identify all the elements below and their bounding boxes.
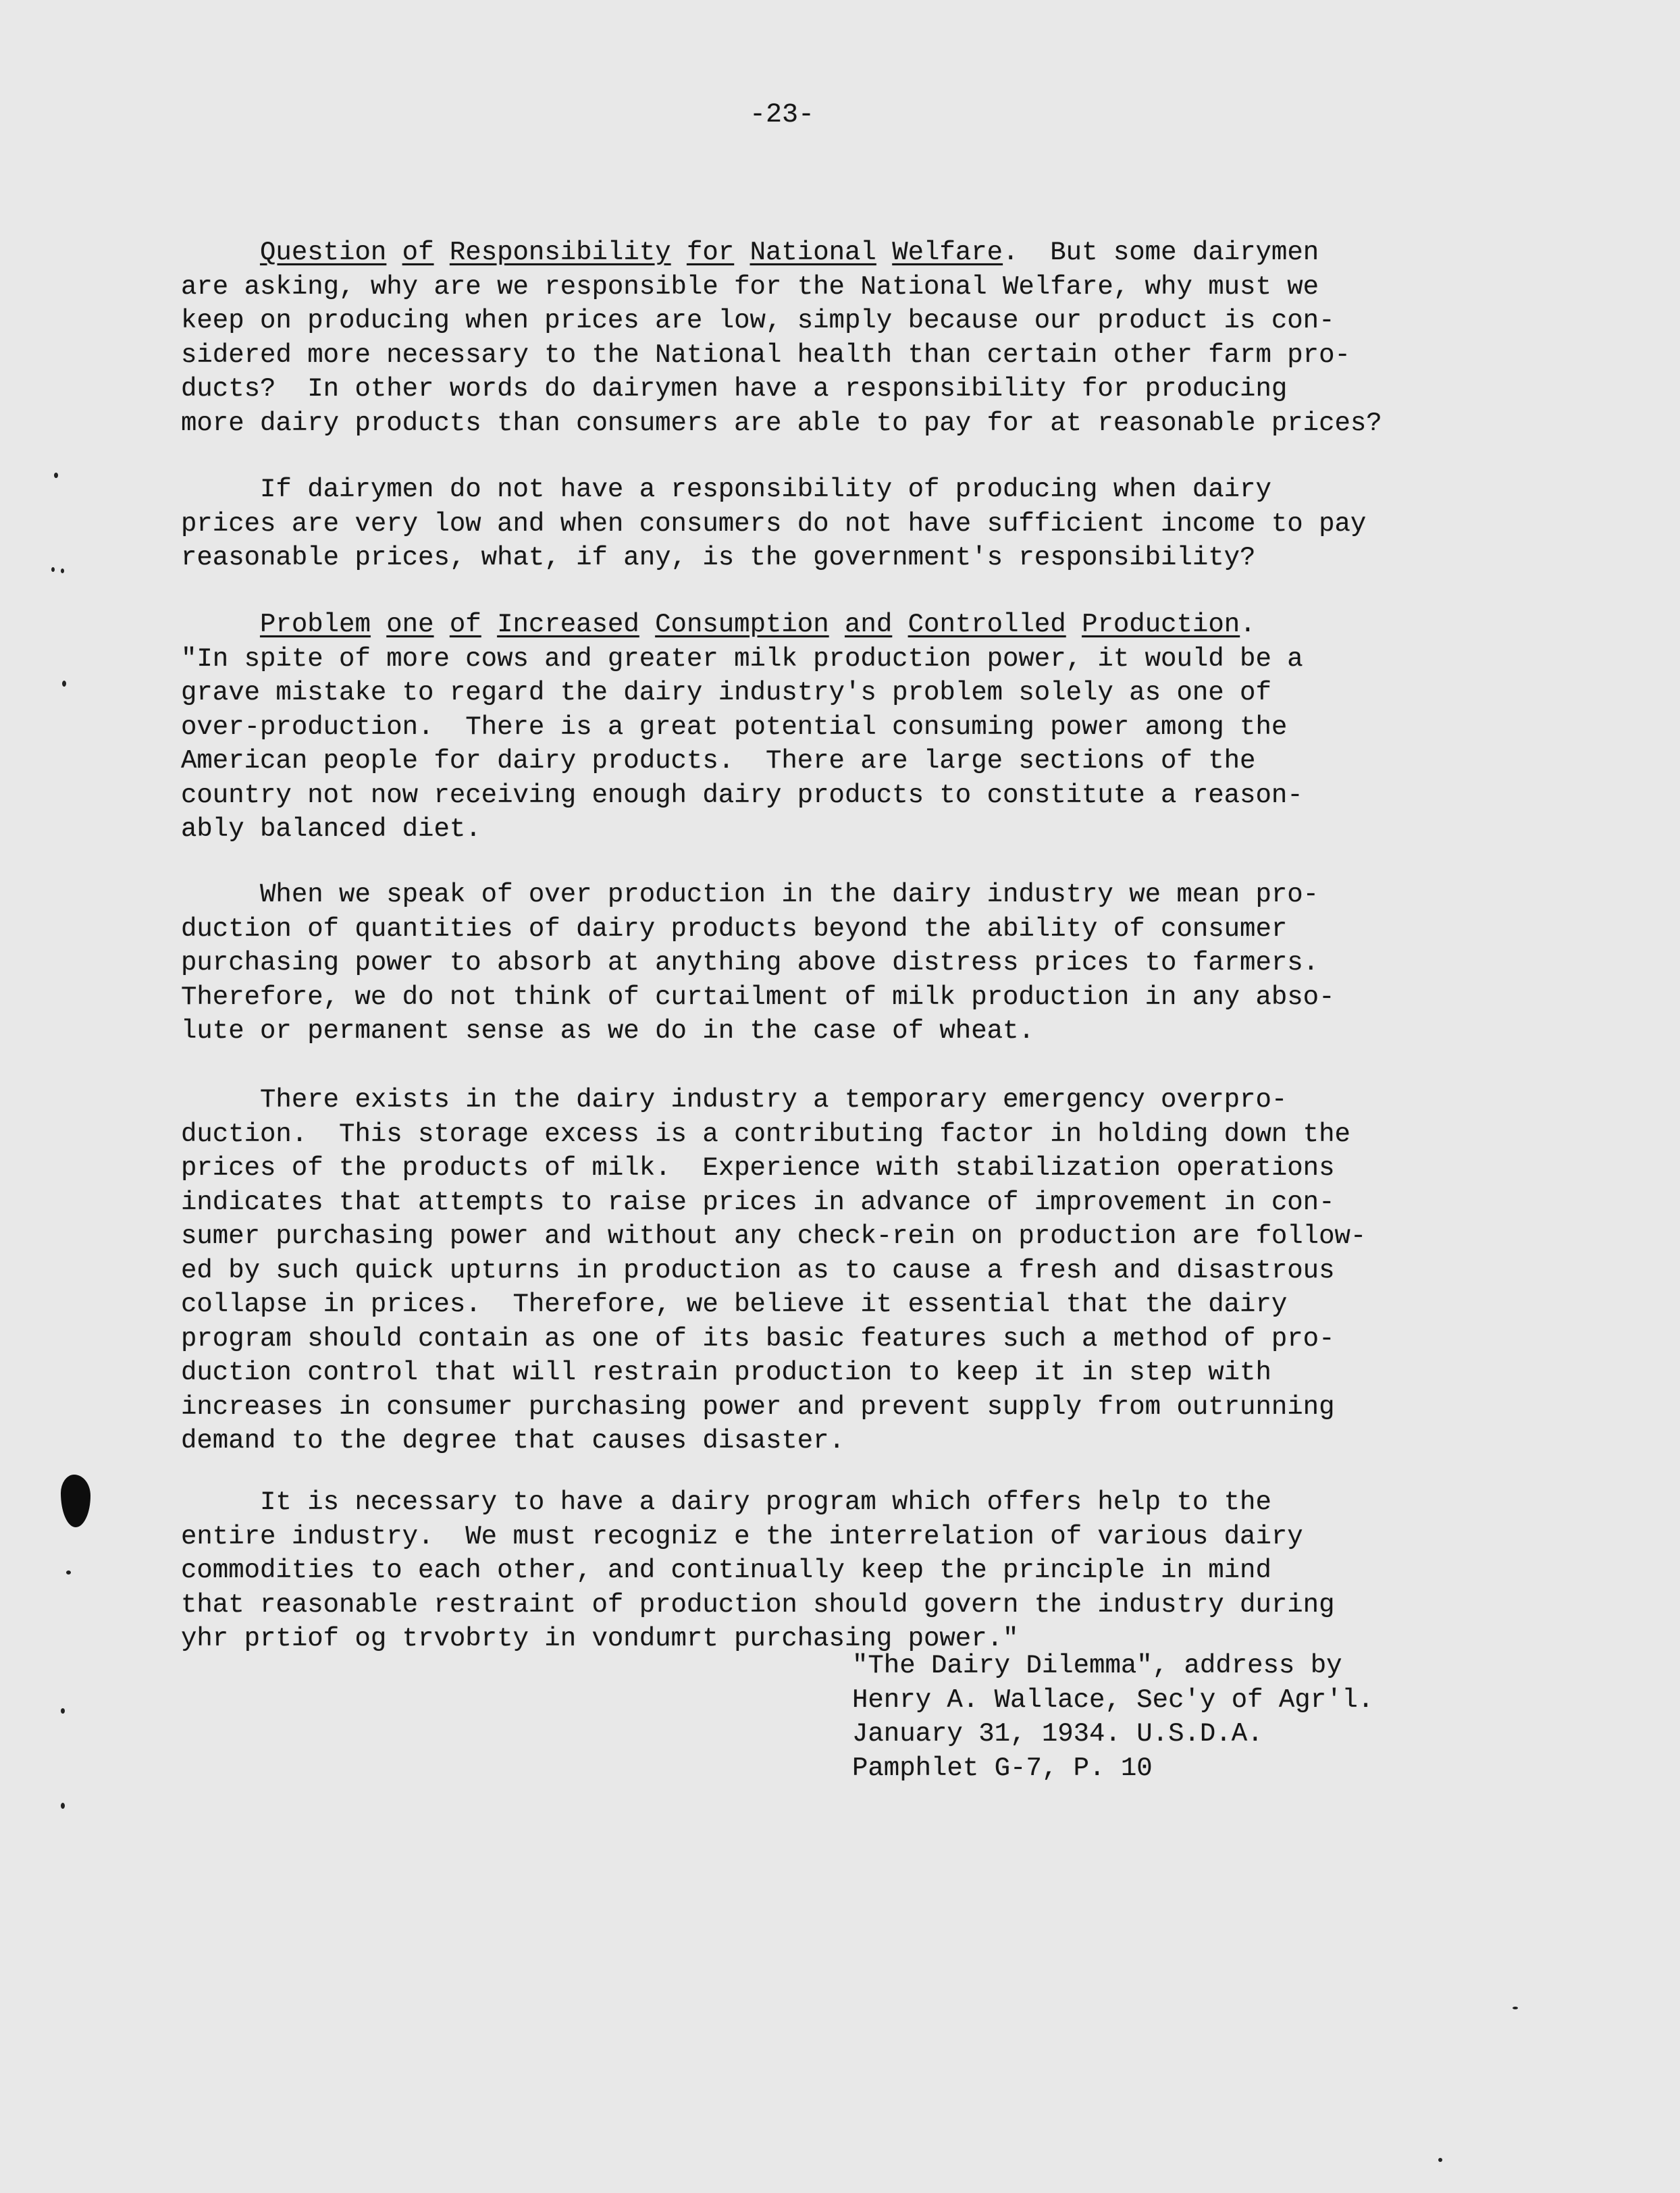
text-line: There exists in the dairy industry a temporary emergency overpro- xyxy=(181,1085,1288,1115)
text-line: sumer purchasing power and without any check-rein on production are follow- xyxy=(181,1221,1367,1251)
paragraph-dairy-program xyxy=(181,1485,1498,1656)
text-line: lute or permanent sense as we do in the case of wheat. xyxy=(181,1016,1034,1046)
text-line: "In spite of more cows and greater milk production power, it would be a xyxy=(181,643,1303,674)
paragraph-emergency-overproduction xyxy=(181,1083,1498,1458)
text-line: sidered more necessary to the National health than certain other farm pro- xyxy=(181,340,1350,370)
heading-word: Responsibility xyxy=(449,238,671,267)
text-line: over-production. There is a great potential consuming power among the xyxy=(181,712,1288,742)
paragraph-national-welfare xyxy=(181,236,1498,440)
text-line: ably balanced diet. xyxy=(181,814,481,844)
scan-speck xyxy=(54,473,58,478)
text-line: duction control that will restrain production to keep it in step with xyxy=(181,1358,1271,1388)
paragraph-government-responsibility xyxy=(181,473,1498,575)
heading-word: Production xyxy=(1082,610,1240,639)
text-line: keep on producing when prices are low, simply because our product is con- xyxy=(181,306,1335,336)
text-line: ducts? In other words do dairymen have a responsibility for producing xyxy=(181,374,1288,404)
heading-line xyxy=(181,608,1498,642)
text-line: are asking, why are we responsible for the National Welfare, why must we xyxy=(181,271,1319,302)
text-line: collapse in prices. Therefore, we believe it essential that the dairy xyxy=(181,1290,1288,1319)
scan-speck xyxy=(61,1708,65,1714)
paragraph-increased-consumption xyxy=(181,608,1498,847)
heading-word: Welfare xyxy=(892,238,1003,267)
heading-word: National xyxy=(750,238,876,267)
text-line: program should contain as one of its basic features such a method of pro- xyxy=(181,1323,1335,1354)
text-line: prices of the products of milk. Experience with stabilization operations xyxy=(181,1153,1335,1183)
scan-speck xyxy=(66,1570,71,1575)
text-line: It is necessary to have a dairy program which offers help to the xyxy=(181,1487,1271,1517)
paragraph-over-production xyxy=(181,878,1498,1049)
text-line: duction. This storage excess is a contributing factor in holding down the xyxy=(181,1119,1350,1149)
scan-speck xyxy=(1513,2007,1518,2009)
text-line: entire industry. We must recogniz e the interrelation of various dairy xyxy=(181,1521,1303,1552)
text-line: country not now receiving enough dairy products to constitute a reason- xyxy=(181,780,1303,810)
text-line: increases in consumer purchasing power and prevent supply from outrunning xyxy=(181,1392,1335,1422)
heading-tail: . But some dairymen xyxy=(1003,238,1319,267)
citation-line: Pamphlet G-7, P. 10 xyxy=(852,1753,1153,1783)
heading-line xyxy=(181,236,1498,270)
citation-line: January 31, 1934. U.S.D.A. xyxy=(852,1719,1263,1749)
heading-tail: . xyxy=(1240,610,1256,639)
text-line: American people for dairy products. There are large sections of the xyxy=(181,746,1256,776)
text-line: demand to the degree that causes disaster. xyxy=(181,1426,845,1456)
text-line: that reasonable restraint of production should govern the industry during xyxy=(181,1589,1335,1620)
text-line: duction of quantities of dairy products beyond the ability of consumer xyxy=(181,914,1288,944)
heading-word: Problem xyxy=(260,610,371,639)
citation-line: Henry A. Wallace, Sec'y of Agr'l. xyxy=(852,1685,1374,1715)
heading-word: Controlled xyxy=(908,610,1066,639)
scan-speck xyxy=(61,1803,65,1809)
heading-word: for xyxy=(686,238,735,267)
text-line: yhr prtiof og trvobrty in vondumrt purchasing power." xyxy=(181,1624,1019,1654)
heading-word: of xyxy=(402,238,434,267)
heading-word: Question xyxy=(260,238,387,267)
text-line: When we speak of over production in the dairy industry we mean pro- xyxy=(181,880,1319,909)
heading-word: and xyxy=(845,610,893,639)
text-line: purchasing power to absorb at anything above distress prices to farmers. xyxy=(181,948,1319,978)
citation-line: "The Dairy Dilemma", address by xyxy=(852,1651,1342,1681)
text-line: more dairy products than consumers are able to pay for at reasonable prices? xyxy=(181,408,1382,438)
text-line: grave mistake to regard the dairy industry's problem solely as one of xyxy=(181,678,1271,708)
text-line: reasonable prices, what, if any, is the government's responsibility? xyxy=(181,543,1256,573)
heading-word: of xyxy=(449,610,481,639)
page-number: -23- xyxy=(750,100,815,130)
scan-speck xyxy=(51,567,55,572)
heading-word: one xyxy=(386,610,434,639)
scan-speck xyxy=(61,569,64,573)
text-line: commodities to each other, and continually keep the principle in mind xyxy=(181,1556,1271,1585)
heading-word: Consumption xyxy=(655,610,829,639)
scan-speck xyxy=(1438,2158,1442,2162)
citation-block xyxy=(852,1649,1373,1785)
text-line: If dairymen do not have a responsibility of producing when dairy xyxy=(181,475,1271,504)
text-line: ed by such quick upturns in production as to cause a fresh and disastrous xyxy=(181,1255,1335,1286)
text-line: indicates that attempts to raise prices in advance of improvement in con- xyxy=(181,1187,1335,1217)
text-line: prices are very low and when consumers do not have sufficient income to pay xyxy=(181,508,1367,539)
ink-blot xyxy=(61,1475,90,1527)
heading-word: Increased xyxy=(497,610,639,639)
text-line: Therefore, we do not think of curtailment of milk production in any abso- xyxy=(181,982,1335,1012)
scan-speck xyxy=(62,681,66,687)
